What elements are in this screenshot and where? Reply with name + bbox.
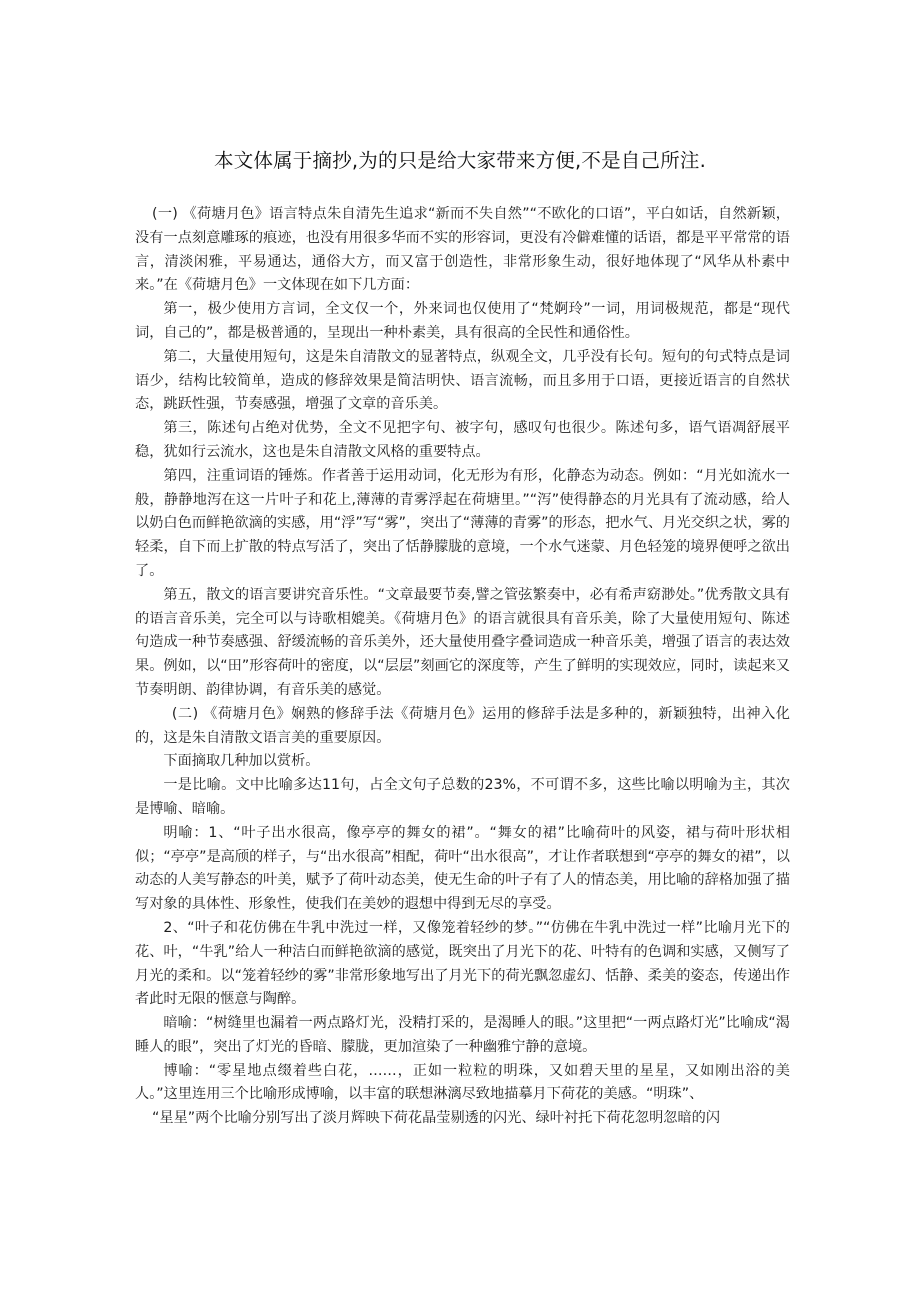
paragraph-point-five: 第五，散文的语言要讲究音乐性。“文章最要节奏,譬之管弦繁奏中，必有希声窈渺处。”优秀散文具有的语言音乐美，完全可以与诗歌相媲美。《荷塘月色》的语言就很具有音乐美，除了大量使用短句、陈述句造成一种节奏感强、舒缓流畅的音乐美外，还大量使用叠字叠词造成一种音乐美，增强了语言的表达效果。例如，以“田”形容荷叶的密度，以“层层”刻画它的深度等，产生了鲜明的实现效应，同时，读起来又节奏明朗、韵律协调，有音乐美的感觉。: [135, 586, 790, 698]
paragraph-continuation: “星星”两个比喻分别写出了淡月辉映下荷花晶莹剔透的闪光、绿叶衬托下荷花忽明忽暗的闪: [152, 1110, 721, 1127]
paragraph-point-three: 第三，陈述句占绝对优势，全文不见把字句、被字句，感叹句也很少。陈述句多，语气语凋舒展平稳，犹如行云流水，这也是朱自清散文风格的重要特点。: [135, 420, 790, 460]
paragraph-metaphor-overview: 一是比喻。文中比喻多达11句，占全文句子总数的23%，不可谓不多，这些比喻以明喻为主，其次是博喻、暗喻。: [135, 777, 790, 817]
paragraph-section-two-intro: (二) 《荷塘月色》娴熟的修辞手法《荷塘月色》运用的修辞手法是多种的，新颖独特，出神入化的，这是朱自清散文语言美的重要原因。: [135, 705, 790, 746]
document-title: 本文体属于摘抄,为的只是给大家带来方便,不是自己所注.: [214, 149, 706, 172]
paragraph-simile-one: 明喻：1、“叶子出水很高，像亭亭的舞女的裙”。“舞女的裙”比喻荷叶的风姿，裙与荷叶形状相似；“亭亭”是高颀的样子，与“出水很高”相配，荷叶“出水很高”，才让作者联想到“亭亭的舞女的裙”，以动态的人美写静态的叶美，赋予了荷叶动态美，使无生命的叶子有了人的情态美，用比喻的辞格加强了描写对象的具体性、形象性，使我们在美妙的遐想中得到无尽的享受。: [135, 824, 790, 913]
paragraph-point-one: 第一，极少使用方言词，全文仅一个，外来词也仅使用了“梵婀玲”一词，用词极规范，都是“现代词，自己的”，都是极普通的，呈现出一种朴素美，具有很高的全民性和通俗性。: [135, 301, 790, 341]
paragraph-section-one-intro: (一) 《荷塘月色》语言特点朱自清先生追求“新而不失自然”“不欧化的口语”，平白如话，自然新颖，没有一点刻意雕琢的痕迹，也没有用很多华而不实的形容词，更没有冷僻难懂的话语，都是平平常常的语言，清淡闲雅，平易通达，通俗大方，而又富于创造性，非常形象生动，很好地体现了“风华从朴素中来。”在《荷塘月色》一文体现在如下几方面：: [135, 206, 790, 294]
paragraph-extended-metaphor: 博喻：“零星地点缀着些白花，……，正如一粒粒的明珠，又如碧天里的星星，又如刚出浴的美人。”这里连用三个比喻形成博喻，以丰富的联想淋漓尽致地描摹月下荷花的美感。“明珠”、: [135, 1062, 790, 1103]
paragraph-point-four: 第四，注重词语的锤炼。作者善于运用动词，化无形为有形，化静态为动态。例如：“月光如流水一般，静静地泻在这一片叶子和花上,薄薄的青雾浮起在荷塘里。”“泻”使得静态的月光具有了流动感，给人以奶白色而鲜艳欲滴的实感，用“浮”写“雾”，突出了“薄薄的青雾”的形态，把水气、月光交织之状，雾的轻柔，自下而上扩散的特点写活了，突出了恬静朦胧的意境，一个水气迷蒙、月色轻笼的境界便呼之欲出了。: [135, 467, 790, 579]
paragraph-implicit-metaphor: 暗喻：“树缝里也漏着一两点路灯光，没精打采的，是渴睡人的眼。”这里把“一两点路灯光”比喻成“渴睡人的眼”，突出了灯光的昏暗、朦胧，更加渲染了一种幽雅宁静的意境。: [135, 1015, 790, 1055]
paragraph-excerpt-intro: 下面摘取几种加以赏析。: [163, 753, 320, 770]
document-body: [135, 203, 790, 1131]
paragraph-simile-two: 2、“叶子和花仿佛在牛乳中洗过一样，又像笼着轻纱的梦。”“仿佛在牛乳中洗过一样”比喻月光下的花、叶，“牛乳”给人一种洁白而鲜艳欲滴的感觉，既突出了月光下的花、叶特有的色调和实感，又侧写了月光的柔和。以“笼着轻纱的雾”非常形象地写出了月光下的荷光飘忽虚幻、恬静、柔美的姿态，传递出作者此时无限的惬意与陶醉。: [135, 919, 790, 1008]
paragraph-point-two: 第二，大量使用短句，这是朱自清散文的显著特点，纵观全文，几乎没有长句。短句的句式特点是词语少，结构比较简单，造成的修辞效果是简洁明快、语言流畅，而且多用于口语，更接近语言的自然状态，跳跃性强，节奏感强，增强了文章的音乐美。: [135, 348, 790, 413]
